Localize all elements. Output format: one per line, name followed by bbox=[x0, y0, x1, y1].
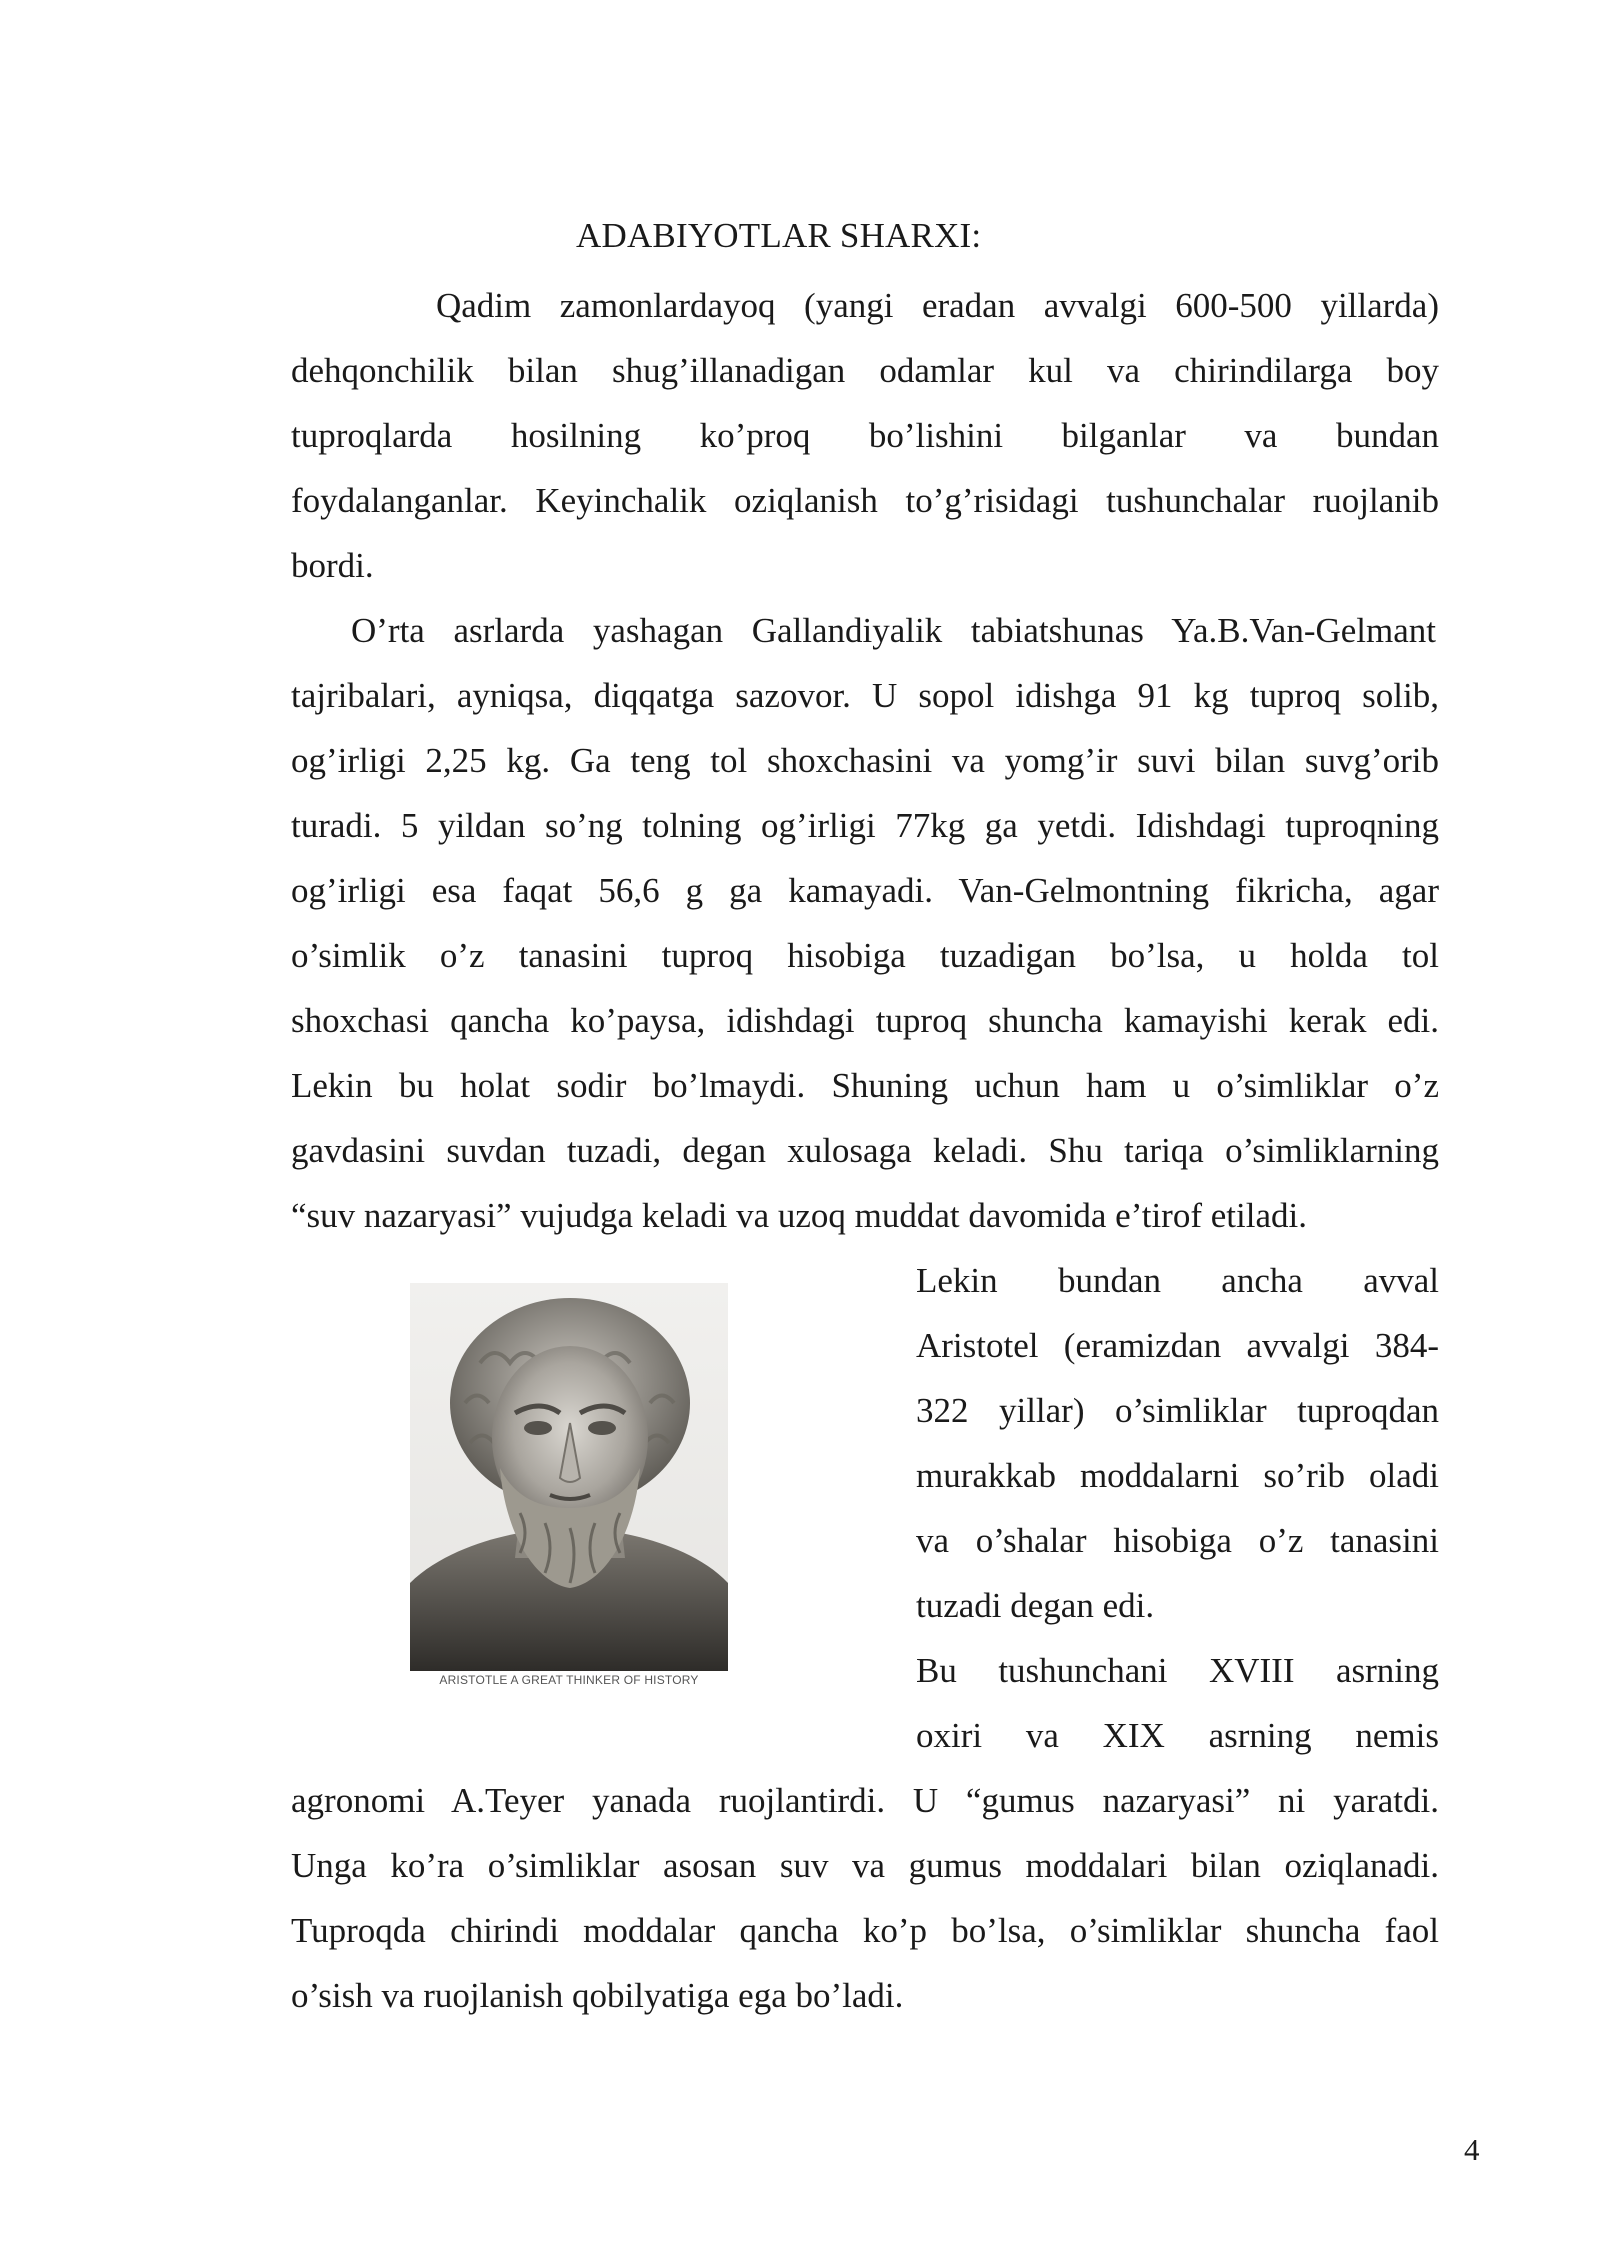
text-line: Qadim zamonlardayoq (yangi eradan avvalgi 600-500 yillarda) bbox=[436, 286, 1439, 325]
figure-caption: ARISTOTLE A GREAT THINKER OF HISTORY bbox=[439, 1673, 699, 1687]
text-line: oxiri va XIX asrning nemis bbox=[916, 1716, 1439, 1755]
text-line: Lekin bundan ancha avval bbox=[916, 1261, 1439, 1300]
text-line: o’sish va ruojlanish qobilyatiga ega bo’ladi. bbox=[291, 1976, 904, 2015]
text-line: O’rta asrlarda yashagan Gallandiyalik tabiatshunas Ya.B.Van-Gelmant bbox=[351, 611, 1436, 650]
text-line: tuproqlarda hosilning ko’proq bo’lishini bilganlar va bundan bbox=[291, 416, 1439, 455]
text-line: tajribalari, ayniqsa, diqqatga sazovor. U sopol idishga 91 kg tuproq solib, bbox=[291, 676, 1439, 715]
aristotle-bust-icon bbox=[410, 1283, 728, 1671]
text-line: o’simlik o’z tanasini tuproq hisobiga tuzadigan bo’lsa, u holda tol bbox=[291, 936, 1439, 975]
text-line: Aristotel (eramizdan avvalgi 384- bbox=[916, 1326, 1439, 1365]
section-heading: ADABIYOTLAR SHARXI: bbox=[576, 216, 982, 255]
text-line: gavdasini suvdan tuzadi, degan xulosaga keladi. Shu tariqa o’simliklarning bbox=[291, 1131, 1439, 1170]
text-line: agronomi A.Teyer yanada ruojlantirdi. U “gumus nazaryasi” ni yaratdi. bbox=[291, 1781, 1439, 1820]
text-line: murakkab moddalarni so’rib oladi bbox=[916, 1456, 1439, 1495]
page-number: 4 bbox=[1464, 2132, 1480, 2167]
text-line: og’irligi esa faqat 56,6 g ga kamayadi. Van-Gelmontning fikricha, agar bbox=[291, 871, 1439, 910]
text-line: shoxchasi qancha ko’paysa, idishdagi tuproq shuncha kamayishi kerak edi. bbox=[291, 1001, 1439, 1040]
aristotle-bust-image bbox=[410, 1283, 728, 1701]
text-line: foydalanganlar. Keyinchalik oziqlanish to’g’risidagi tushunchalar ruojlanib bbox=[291, 481, 1439, 520]
text-line: Unga ko’ra o’simliklar asosan suv va gumus moddalari bilan oziqlanadi. bbox=[291, 1846, 1439, 1885]
text-line: turadi. 5 yildan so’ng tolning og’irligi 77kg ga yetdi. Idishdagi tuproqning bbox=[291, 806, 1439, 845]
text-line: va o’shalar hisobiga o’z tanasini bbox=[916, 1521, 1439, 1560]
text-line: “suv nazaryasi” vujudga keladi va uzoq muddat davomida e’tirof etiladi. bbox=[291, 1196, 1307, 1235]
text-line: og’irligi 2,25 kg. Ga teng tol shoxchasini va yomg’ir suvi bilan suvg’orib bbox=[291, 741, 1439, 780]
text-line: Tuproqda chirindi moddalar qancha ko’p bo’lsa, o’simliklar shuncha faol bbox=[291, 1911, 1439, 1950]
text-line: bordi. bbox=[291, 546, 374, 585]
text-line: Lekin bu holat sodir bo’lmaydi. Shuning uchun ham u o’simliklar o’z bbox=[291, 1066, 1439, 1105]
text-line: dehqonchilik bilan shug’illanadigan odamlar kul va chirindilarga boy bbox=[291, 351, 1439, 390]
text-line: tuzadi degan edi. bbox=[916, 1586, 1155, 1625]
text-line: 322 yillar) o’simliklar tuproqdan bbox=[916, 1391, 1439, 1430]
text-line: Bu tushunchani XVIII asrning bbox=[916, 1651, 1439, 1690]
